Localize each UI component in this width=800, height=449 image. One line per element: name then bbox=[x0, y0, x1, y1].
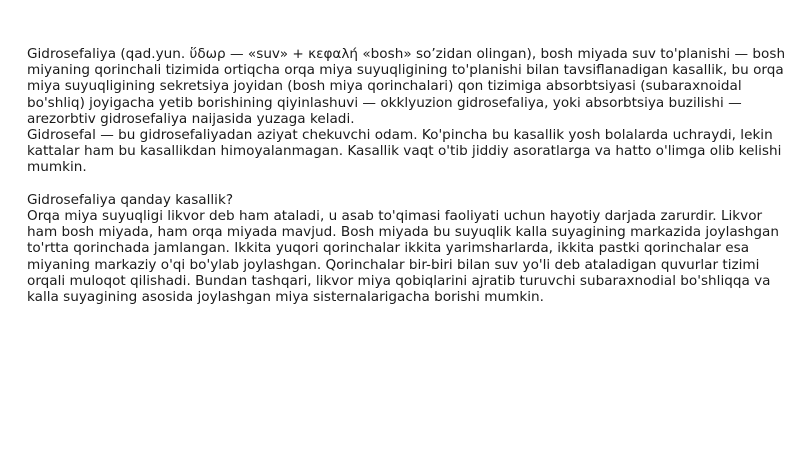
section-question: Gidrosefaliya qanday kasallik? bbox=[27, 191, 234, 208]
definition-paragraph: Gidrosefal — bu gidrosefaliyadan aziyat chekuvchi odam. Ko'pincha bu kasallik yosh bolalarda uchraydi, lekin kattalar ham bu kasallikdan himoyalanmagan. Kasallik vaqt o'tib jiddiy asoratlarga va hatto o'limga olib kelishi mumkin. bbox=[27, 127, 782, 176]
document-body bbox=[27, 46, 787, 305]
intro-paragraph: Gidrosefaliya (qad.yun. ὕδωρ — «suv» + κεφαλή «bosh» so’zidan olingan), bosh miyada suv to'planishi — bosh miyaning qorinchali tizimida ortiqcha orqa miya suyuqligining to'planishi bilan tavsiflanadigan kasallik, bu orqa miya suyuqligining sekretsiya joyidan (bosh miya qorinchalari) qon tizimiga absorbtsiyasi (subaraxnoidal bo'shliq) joyigacha yetib borishining qiyinlashuvi — okklyuzion gidrosefaliya, yoki absorbtsiya buzilishi — arezorbtiv gidrosefaliya naijasida yuzaga keladi. bbox=[27, 46, 786, 127]
paragraph-spacer bbox=[27, 176, 787, 192]
explanation-paragraph: Orqa miya suyuqligi likvor deb ham ataladi, u asab to'qimasi faoliyati uchun hayotiy darjada zarurdir. Likvor ham bosh miyada, ham orqa miyada mavjud. Bosh miyada bu suyuqlik kalla suyagining markazida joylashgan to'rtta qorinchada jamlangan. Ikkita yuqori qorinchalar ikkita yarimsharlarda, ikkita pastki qorinchalar esa miyaning markaziy o'qi bo'ylab joylashgan. Qorinchalar bir-biri bilan suv yo'li deb ataladigan quvurlar tizimi orqali muloqot qilishadi. Bundan tashqari, likvor miya qobiqlarini ajratib turuvchi subaraxnodial bo'shliqqa va kalla suyagining asosida joylashgan miya sisternalarigacha borishi mumkin. bbox=[27, 208, 779, 306]
